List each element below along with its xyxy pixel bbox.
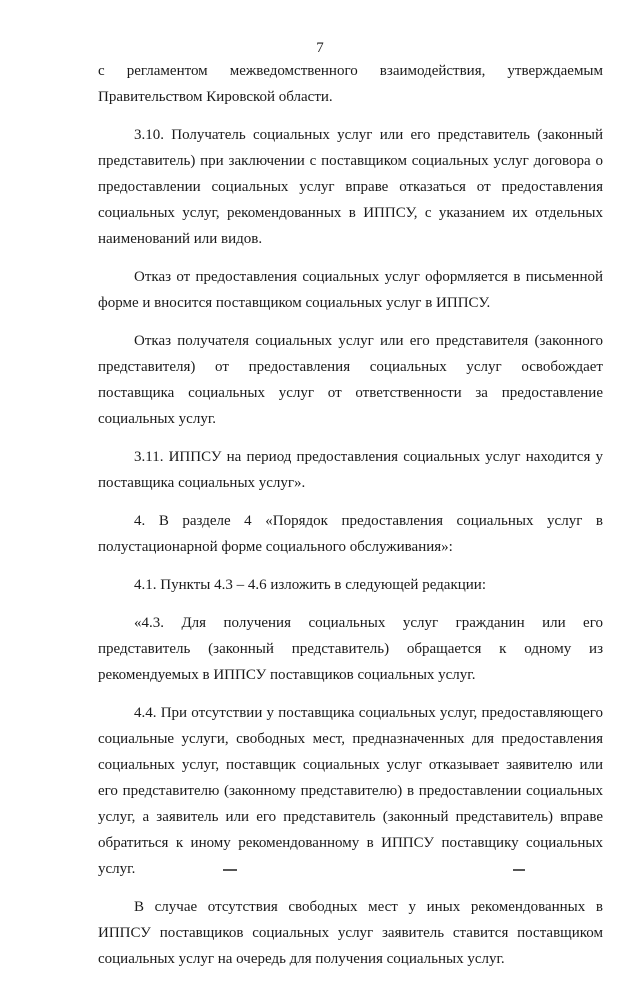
- paragraph-4-4: 4.4. При отсутствии у поставщика социальных услуг, предоставляющего социальные услуги, свободных мест, предназначенных для предоставления социальных услуг, поставщик социальных услуг отказывает заявителю или его представителю (законному представителю) в предоставлении социальных услуг, а заявитель или его представитель (законный представитель) вправе обратиться к иному рекомендованному в ИППСУ поставщику социальных услуг.: [98, 705, 603, 877]
- paragraph-section-4: 4. В разделе 4 «Порядок предоставления социальных услуг в полустационарной форме социального обслуживания»:: [98, 513, 603, 555]
- paragraph-no-vacancies: В случае отсутствия свободных мест у иных рекомендованных в ИППСУ поставщиков социальных услуг заявитель ставится поставщиком социальных услуг на очередь для получения социальных услуг.: [98, 899, 603, 967]
- paragraph-refusal-form: Отказ от предоставления социальных услуг оформляется в письменной форме и вносится поставщиком социальных услуг в ИППСУ.: [98, 269, 603, 311]
- paragraph-4-1: 4.1. Пункты 4.3 – 4.6 изложить в следующей редакции:: [134, 577, 486, 593]
- paragraph-continuation: с регламентом межведомственного взаимодействия, утверждаемым Правительством Кировской области.: [98, 63, 603, 105]
- scan-mark-right: [513, 869, 525, 871]
- document-body: [98, 58, 603, 984]
- page-number: 7: [316, 40, 324, 56]
- paragraph-refusal-liability: Отказ получателя социальных услуг или его представителя (законного представителя) от предоставления социальных услуг освобождает поставщика социальных услуг от ответственности за предоставление социальных услуг.: [98, 333, 603, 427]
- paragraph-4-3: «4.3. Для получения социальных услуг гражданин или его представитель (законный представитель) обращается к одному из рекомендуемых в ИППСУ поставщиков социальных услуг.: [98, 615, 603, 683]
- scan-mark-left: [223, 869, 237, 871]
- paragraph-3-11: 3.11. ИППСУ на период предоставления социальных услуг находится у поставщика социальных услуг».: [98, 449, 603, 491]
- paragraph-3-10: 3.10. Получатель социальных услуг или его представитель (законный представитель) при заключении с поставщиком социальных услуг договора о предоставлении социальных услуг вправе отказаться от предоставления социальных услуг, рекомендованных в ИППСУ, с указанием их отдельных наименований или видов.: [98, 127, 603, 247]
